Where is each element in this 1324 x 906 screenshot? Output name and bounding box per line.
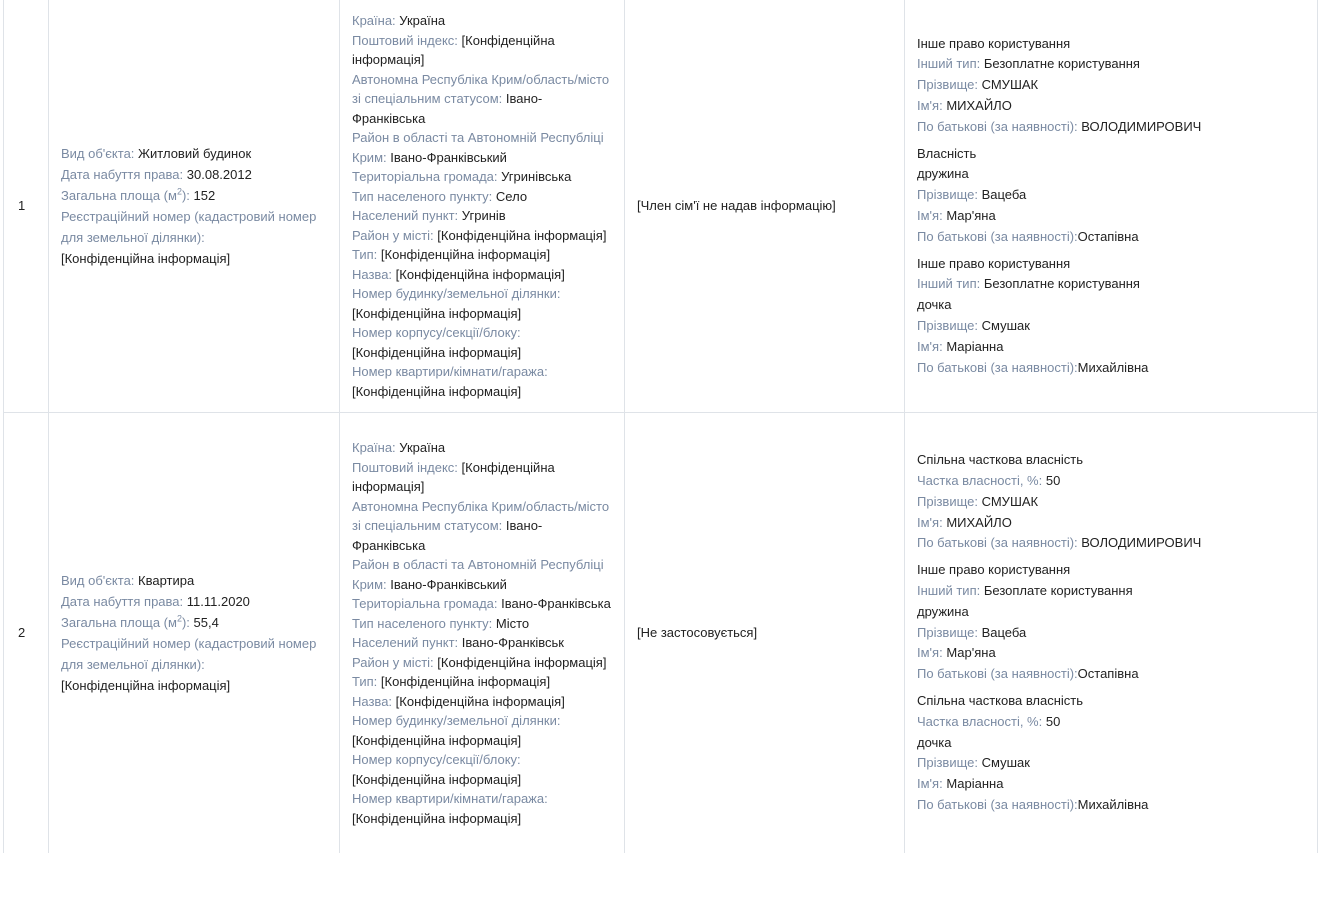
field-label: По батькові (за наявності): — [917, 359, 1078, 375]
field-label: Автономна Республіка Крим/область/місто зі спеціальним статусом: — [352, 498, 610, 533]
field-label: Номер будинку/земельної ділянки: — [352, 713, 561, 728]
field-value: Мар'яна — [946, 208, 996, 223]
field-label: Номер квартири/кімнати/гаража: — [352, 791, 548, 806]
field-value: дружина — [917, 603, 969, 619]
field-value: дочка — [917, 297, 952, 313]
owner-group — [917, 254, 1305, 379]
location-field — [352, 245, 612, 265]
location-field — [352, 750, 612, 789]
field-label: Район в області та Автономній Республіці Крим: — [352, 557, 604, 592]
owners-list — [917, 34, 1305, 379]
owners-cell — [905, 413, 1318, 854]
field-label: Ім'я: — [917, 208, 943, 223]
location-field — [352, 458, 612, 497]
field-label: Тип населеного пункту: — [352, 615, 493, 631]
field-label: Тип: — [352, 247, 378, 262]
location-field — [352, 438, 612, 458]
owner-field — [917, 337, 1305, 358]
field-value: Остапівна — [1077, 228, 1139, 244]
field-value: Україна — [399, 440, 446, 455]
area-value: 55,4 — [193, 615, 219, 630]
field-value: МИХАЙЛО — [946, 98, 1012, 114]
location-field — [352, 167, 612, 187]
field-value: Вацеба — [981, 187, 1027, 203]
owner-field — [917, 227, 1305, 248]
declaration-property-table — [3, 0, 1318, 853]
table-row — [4, 413, 1318, 854]
field-label: Населений пункт: — [352, 208, 459, 223]
field-label: Поштовий індекс: — [352, 32, 458, 48]
owners-cell — [905, 0, 1318, 413]
location-cell — [340, 0, 625, 413]
owner-field — [917, 34, 1305, 55]
field-label: Назва: — [352, 266, 393, 282]
field-label: Інший тип: — [917, 583, 981, 598]
owner-group — [917, 560, 1305, 685]
field-value: Україна — [399, 13, 446, 28]
owner-field — [917, 664, 1305, 685]
field-value: [Конфіденційна інформація] — [437, 227, 607, 243]
field-value: [Конфіденційна інформація] — [352, 459, 555, 494]
field-value: ВОЛОДИМИРОВИЧ — [1081, 535, 1202, 551]
owner-field — [917, 691, 1305, 712]
field-value: Інше право користування — [917, 35, 1071, 51]
field-label: Частка власності, %: — [917, 713, 1043, 729]
field-label: Вид об'єкта: — [61, 573, 135, 588]
field-label: Загальна площа $(м^2)$: — [61, 186, 190, 203]
field-label: Частка власності, %: — [917, 473, 1043, 489]
field-label: Прізвище: — [917, 187, 978, 203]
field-value: Івано-Франківська — [352, 91, 543, 126]
location-field — [352, 128, 612, 167]
field-value: Маріанна — [946, 338, 1004, 354]
field-label: По батькові (за наявності): — [917, 666, 1078, 682]
field-value: [Конфіденційна інформація] — [352, 771, 522, 787]
owner-field — [917, 75, 1305, 96]
object-info-cell — [49, 413, 340, 854]
location-field — [352, 594, 612, 614]
field-value: Безоплате користування — [983, 583, 1133, 598]
field-value: СМУШАК — [981, 493, 1039, 509]
owner-group — [917, 450, 1305, 554]
owner-field — [917, 602, 1305, 623]
row-number: 2 — [4, 413, 49, 854]
field-label: По батькові (за наявності): — [917, 228, 1078, 244]
field-label: Реєстраційний номер (кадастровий номер для земельної ділянки): — [61, 636, 317, 672]
field-label: Номер корпусу/секції/блоку: — [352, 325, 521, 340]
field-value: Івано-Франківський — [390, 576, 507, 592]
location-field — [352, 226, 612, 246]
field-label: По батькові (за наявності): — [917, 796, 1078, 812]
field-label: Прізвище: — [917, 624, 978, 640]
field-label: Прізвище: — [917, 317, 978, 333]
field-label: Вид об'єкта: — [61, 146, 135, 161]
field-value: [Конфіденційна інформація] — [437, 654, 607, 670]
location-field — [352, 789, 612, 828]
acquisition-date-value: 11.11.2020 — [186, 594, 250, 609]
owner-field — [917, 533, 1305, 554]
field-value: Мар'яна — [946, 645, 996, 661]
field-value: Михайлівна — [1077, 796, 1149, 812]
field-value: Власність — [917, 145, 977, 161]
field-label: Ім'я: — [917, 514, 943, 530]
field-label: Прізвище: — [917, 77, 978, 93]
field-value: Смушак — [981, 317, 1030, 333]
field-label: По батькові (за наявності): — [917, 118, 1078, 134]
field-value: [Конфіденційна інформація] — [352, 344, 522, 360]
owner-field — [917, 450, 1305, 471]
field-value: Спільна часткова власність — [917, 692, 1084, 708]
location-field — [352, 653, 612, 673]
object-type-value: Житловий будинок — [138, 146, 252, 161]
field-label: Ім'я: — [917, 98, 943, 114]
owner-field — [917, 774, 1305, 795]
owner-field — [917, 581, 1305, 602]
owner-field — [917, 206, 1305, 227]
owner-field — [917, 316, 1305, 337]
owner-field — [917, 185, 1305, 206]
location-field — [352, 362, 612, 401]
field-label: Номер будинку/земельної ділянки: — [352, 286, 561, 301]
field-value: Спільна часткова власність — [917, 452, 1084, 468]
owner-field — [917, 753, 1305, 774]
field-label: Автономна Республіка Крим/область/місто зі спеціальним статусом: — [352, 71, 610, 106]
location-list — [352, 438, 612, 828]
location-field — [352, 711, 612, 750]
acquisition-date-value: 30.08.2012 — [186, 167, 252, 182]
location-field — [352, 187, 612, 207]
field-label: Прізвище: — [917, 755, 978, 771]
field-value: Смушак — [981, 755, 1030, 771]
field-value: Івано-Франківська — [352, 518, 543, 553]
area-value: 152 — [193, 188, 216, 203]
owner-field — [917, 274, 1305, 295]
field-value: Вацеба — [981, 624, 1027, 640]
field-label: Прізвище: — [917, 493, 978, 509]
field-value: Місто — [495, 615, 530, 631]
owner-field — [917, 254, 1305, 275]
field-value: Інше право користування — [917, 562, 1071, 578]
location-cell — [340, 413, 625, 854]
field-label: Країна: — [352, 13, 396, 28]
field-label: Номер квартири/кімнати/гаража: — [352, 364, 548, 379]
location-field — [352, 284, 612, 323]
field-value: ВОЛОДИМИРОВИЧ — [1081, 118, 1202, 134]
field-label: Ім'я: — [917, 645, 943, 661]
field-value: 50 — [1045, 713, 1061, 729]
owner-group — [917, 144, 1305, 248]
owner-field — [917, 623, 1305, 644]
owner-field — [917, 96, 1305, 117]
field-label: Назва: — [352, 693, 393, 709]
object-info-cell — [49, 0, 340, 413]
owner-field — [917, 117, 1305, 138]
field-label: Інший тип: — [917, 56, 981, 72]
location-field — [352, 31, 612, 70]
owners-list — [917, 450, 1305, 816]
location-field — [352, 614, 612, 634]
owner-field — [917, 144, 1305, 165]
owner-group — [917, 691, 1305, 816]
field-value: Угринівська — [501, 169, 572, 184]
field-value: Івано-Франківськ — [461, 635, 564, 650]
field-label: Реєстраційний номер (кадастровий номер для земельної ділянки): — [61, 209, 317, 245]
field-label: Район в області та Автономній Республіці Крим: — [352, 130, 604, 165]
field-value: СМУШАК — [981, 77, 1039, 93]
location-field — [352, 672, 612, 692]
field-label: Територіальна громада: — [352, 596, 498, 611]
field-value: [Конфіденційна інформація] — [352, 383, 522, 399]
location-field — [352, 70, 612, 129]
family-member-cell: [Не застосовується] — [625, 413, 905, 854]
owner-field — [917, 358, 1305, 379]
field-label: По батькові (за наявності): — [917, 535, 1078, 551]
owner-field — [917, 560, 1305, 581]
location-field — [352, 265, 612, 285]
field-value: Івано-Франківська — [501, 596, 611, 611]
row-number: 1 — [4, 0, 49, 413]
owner-field — [917, 733, 1305, 754]
registration-number-value: [Конфіденційна інформація] — [61, 251, 231, 266]
field-value: Безоплатне користування — [983, 276, 1140, 292]
location-list — [352, 11, 612, 401]
field-value: [Конфіденційна інформація] — [352, 305, 522, 321]
field-value: [Конфіденційна інформація] — [395, 693, 565, 709]
field-value: [Конфіденційна інформація] — [352, 732, 522, 748]
field-value: МИХАЙЛО — [946, 514, 1012, 530]
field-value: дочка — [917, 734, 952, 750]
field-label: Дата набуття права: — [61, 167, 184, 182]
field-value: 50 — [1045, 473, 1061, 489]
location-field — [352, 633, 612, 653]
field-value: Інше право користування — [917, 255, 1071, 271]
registration-number-value: [Конфіденційна інформація] — [61, 678, 231, 693]
field-label: Номер корпусу/секції/блоку: — [352, 752, 521, 767]
field-label: Район у місті: — [352, 654, 434, 670]
field-value: [Конфіденційна інформація] — [352, 810, 522, 826]
field-label: Дата набуття права: — [61, 594, 184, 609]
field-label: Населений пункт: — [352, 635, 459, 650]
location-field — [352, 555, 612, 594]
owner-field — [917, 513, 1305, 534]
table-row — [4, 0, 1318, 413]
location-field — [352, 692, 612, 712]
field-value: Безоплатне користування — [983, 56, 1140, 72]
field-label: Загальна площа $(м^2)$: — [61, 613, 190, 630]
location-field — [352, 323, 612, 362]
field-value: Угринів — [461, 208, 506, 223]
owner-field — [917, 164, 1305, 185]
owner-field — [917, 712, 1305, 733]
field-value: [Конфіденційна інформація] — [380, 247, 551, 262]
location-field — [352, 497, 612, 556]
field-value: [Конфіденційна інформація] — [380, 674, 551, 689]
field-label: Інший тип: — [917, 276, 981, 292]
owner-field — [917, 295, 1305, 316]
object-type-value: Квартира — [138, 573, 195, 588]
owner-field — [917, 643, 1305, 664]
field-label: Тип: — [352, 674, 378, 689]
field-label: Ім'я: — [917, 338, 943, 354]
field-label: Район у місті: — [352, 227, 434, 243]
field-label: Поштовий індекс: — [352, 459, 458, 475]
field-value: [Конфіденційна інформація] — [395, 266, 565, 282]
field-value: дружина — [917, 166, 969, 182]
owner-field — [917, 795, 1305, 816]
field-value: Остапівна — [1077, 666, 1139, 682]
field-label: Тип населеного пункту: — [352, 188, 493, 204]
field-value: Маріанна — [946, 776, 1004, 792]
field-value: [Конфіденційна інформація] — [352, 32, 555, 67]
location-field — [352, 206, 612, 226]
field-value: Івано-Франківський — [390, 149, 507, 165]
field-label: Країна: — [352, 440, 396, 455]
location-field — [352, 11, 612, 31]
owner-field — [917, 492, 1305, 513]
family-member-cell: [Член сім'ї не надав інформацію] — [625, 0, 905, 413]
owner-field — [917, 54, 1305, 75]
field-label: Ім'я: — [917, 776, 943, 792]
field-value: Михайлівна — [1077, 359, 1149, 375]
owner-field — [917, 471, 1305, 492]
owner-group — [917, 34, 1305, 138]
field-label: Територіальна громада: — [352, 169, 498, 184]
field-value: Село — [495, 188, 528, 204]
